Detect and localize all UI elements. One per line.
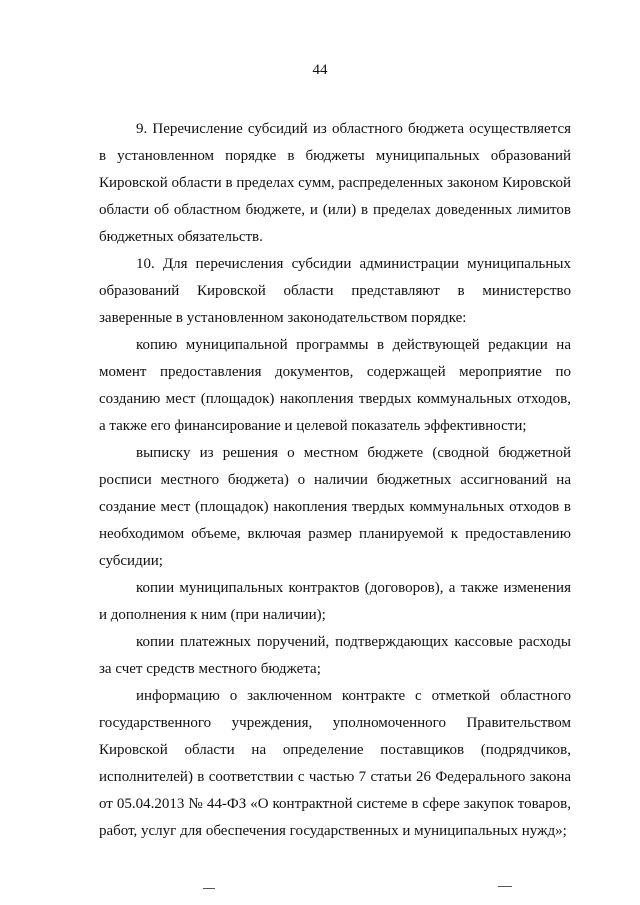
list-item-payment-orders: копии платежных поручений, подтверждающих кассовые расходы за счет средств местного бюджета; [99,634,571,677]
list-item-municipal-contracts: копии муниципальных контрактов (договоров), а также изменения и дополнения к ним (при наличии); [99,580,571,623]
list-item-budget-extract: выписку из решения о местном бюджете (сводной бюджетной росписи местного бюджета) о наличии бюджетных ассигнований на создание мест (площадок) накопления твердых коммунальных отходов в необходимом объеме, включая размер планируемой к предоставлению субсидии; [99,445,571,569]
scan-speck [203,888,215,889]
page-number: 44 [312,62,328,78]
scan-speck [498,886,512,887]
paragraph-9-subsidy-transfer: 9. Перечисление субсидий из областного бюджета осуществляется в установленном порядке в бюджеты муниципальных образований Кировской области в пределах сумм, распределенных законом Кировской области об областном бюджете, и (или) в пределах доведенных лимитов бюджетных обязательств. [99,121,571,245]
list-item-contract-information: информацию о заключенном контракте с отметкой областного государственного учреждения, уполномоченного Правительством Кировской области на определение поставщиков (подрядчиков, исполнителей) в соответствии с частью 7 статьи 26 Федерального закона от 05.04.2013 № 44-ФЗ «О контрактной системе в сфере закупок товаров, работ, услуг для обеспечения государственных и муниципальных нужд»; [99,688,571,839]
paragraph-10-documents-required: 10. Для перечисления субсидии администрации муниципальных образований Кировской области представляют в министерство заверенные в установленном законодательством порядке: [99,256,571,326]
list-item-municipal-program: копию муниципальной программы в действующей редакции на момент предоставления документов, содержащей мероприятие по созданию мест (площадок) накопления твердых коммунальных отходов, а также его финансирование и целевой показатель эффективности; [99,337,571,434]
document-body [99,116,571,845]
